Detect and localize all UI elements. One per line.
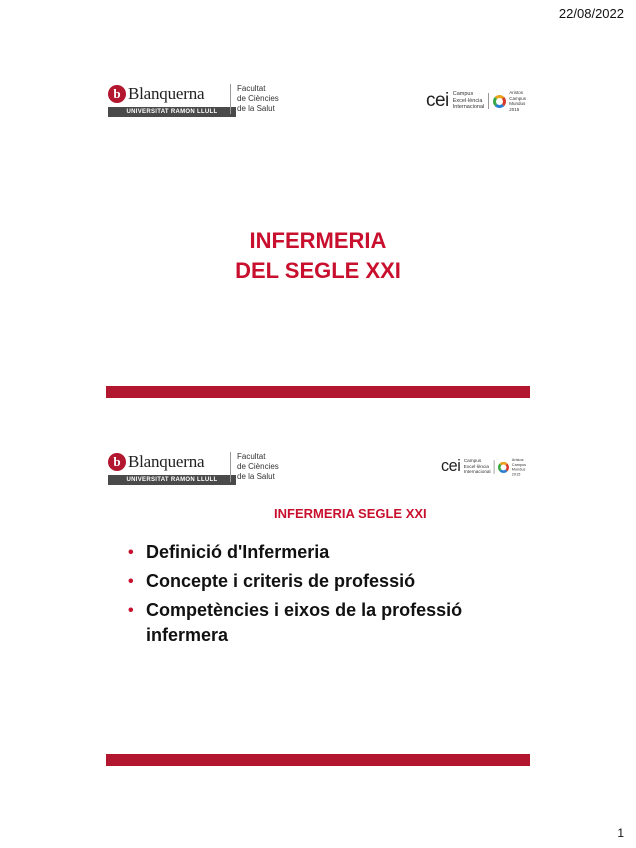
faculty-line: Facultat: [237, 84, 266, 93]
aristos-ring-icon: [498, 461, 509, 472]
cei-logo: [441, 458, 526, 477]
aristos-ring-icon: [493, 95, 506, 108]
university-name: UNIVERSITAT RAMON LLULL: [108, 107, 236, 117]
aristos-line: Campus: [511, 462, 526, 467]
blanquerna-mark-icon: b: [108, 85, 126, 103]
bullet-icon: •: [128, 602, 134, 619]
footer-bar: [106, 754, 530, 766]
aristos-line: Campus: [509, 95, 526, 101]
aristos-text: [509, 90, 526, 112]
brand-name: Blanquerna: [128, 452, 205, 471]
cei-word: cei: [440, 457, 461, 476]
bullet-text: Definició d'Infermeria: [146, 542, 330, 562]
aristos-line: Mundus: [511, 467, 526, 472]
page-number: 1: [617, 826, 624, 840]
faculty-name: [230, 84, 279, 114]
faculty-line: de la Salut: [237, 104, 275, 113]
bullet-text: Competències i eixos de la professió infermera: [146, 600, 463, 645]
cei-text: [453, 91, 485, 111]
aristos-line: Aristos: [509, 90, 523, 95]
cei-line: Campus: [452, 91, 474, 98]
cei-line: Internacional: [452, 104, 485, 111]
list-item: [128, 540, 466, 565]
faculty-line: de Ciències: [237, 462, 279, 471]
aristos-line: Mundus: [509, 101, 526, 106]
faculty-line: de Ciències: [237, 94, 279, 103]
blanquerna-mark-icon: b: [108, 453, 126, 471]
title-line: INFERMERIA: [249, 228, 387, 253]
faculty-line: de la Salut: [237, 472, 275, 481]
list-item: [128, 598, 466, 648]
bullet-icon: •: [128, 544, 134, 561]
aristos-line: 2015: [511, 471, 521, 476]
aristos-line: Aristos: [511, 457, 524, 462]
faculty-line: Facultat: [237, 452, 266, 461]
faculty-name: [230, 452, 279, 482]
cei-line: Excel·lència: [463, 464, 489, 470]
slide-title: [106, 226, 530, 286]
aristos-text: [512, 458, 526, 477]
title-line: DEL SEGLE XXI: [235, 258, 401, 283]
cei-line: Internacional: [463, 469, 491, 475]
cei-line: Excel·lència: [452, 97, 483, 104]
cei-text: [464, 459, 491, 476]
blanquerna-logo: [108, 452, 236, 485]
cei-divider: [488, 93, 489, 109]
blanquerna-logo: [108, 84, 236, 117]
cei-word: cei: [425, 90, 449, 111]
bullet-icon: •: [128, 573, 134, 590]
cei-divider: [494, 460, 495, 474]
aristos-line: 2015: [509, 106, 520, 112]
footer-bar: [106, 386, 530, 398]
print-date: 22/08/2022: [558, 6, 624, 21]
slide-subtitle: INFERMERIA SEGLE XXI: [274, 506, 427, 521]
cei-logo: [426, 90, 526, 112]
bullet-text: Concepte i criteris de professió: [146, 571, 416, 591]
list-item: [128, 569, 466, 594]
university-name: UNIVERSITAT RAMON LLULL: [108, 475, 236, 485]
slide-1: [106, 78, 530, 398]
cei-line: Campus: [463, 458, 482, 464]
bullet-list: [128, 540, 466, 652]
slide-2: [106, 446, 530, 766]
brand-name: Blanquerna: [128, 84, 205, 103]
